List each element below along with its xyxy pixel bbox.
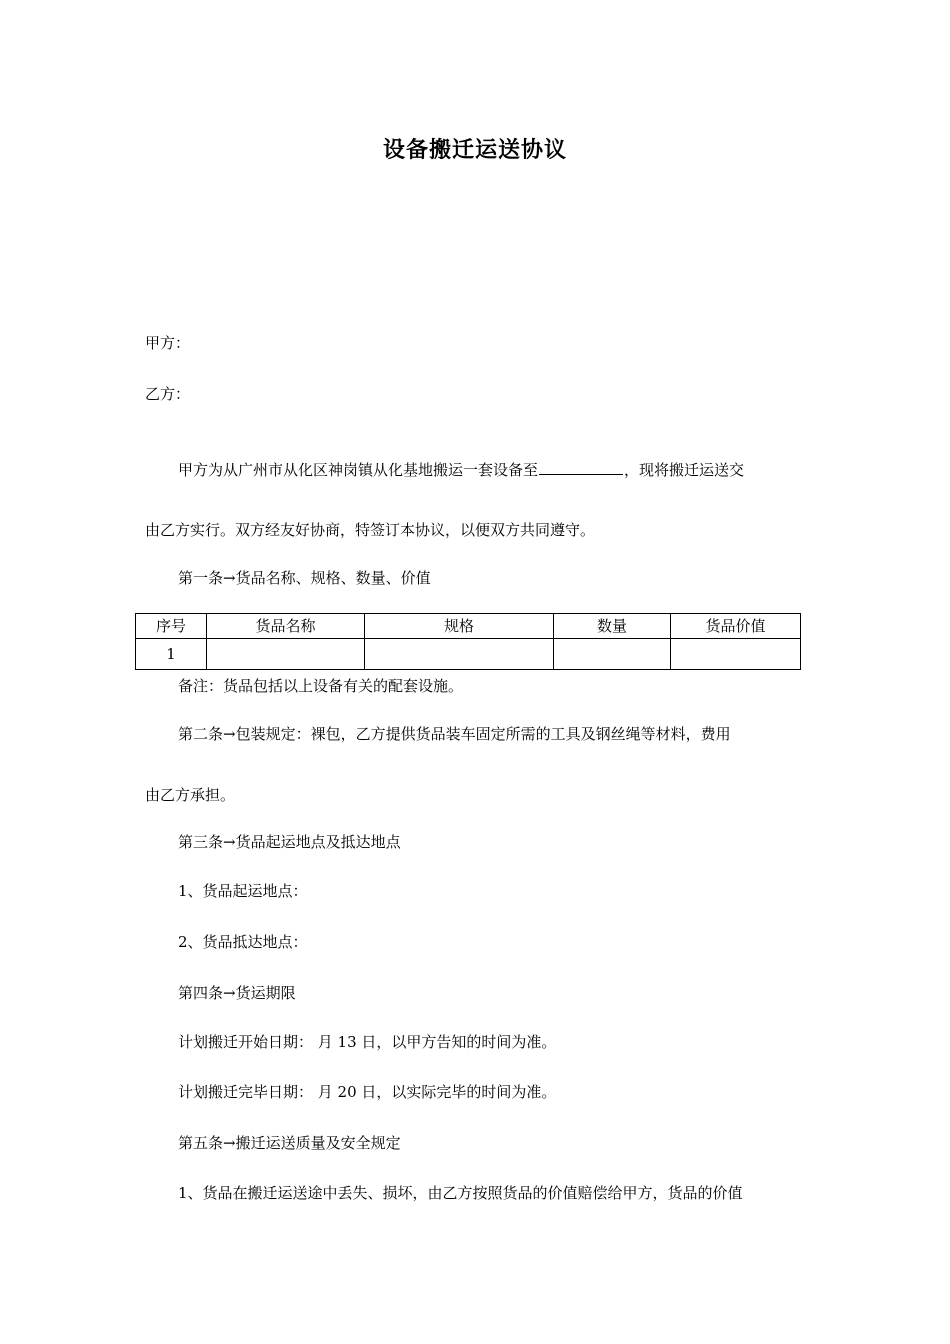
article-4-end-date: 计划搬迁完毕日期： 月 20 日，以实际完毕的时间为准。 — [178, 1083, 557, 1101]
intro-line-2: 由乙方实行。双方经友好协商，特签订本协议，以便双方共同遵守。 — [145, 521, 596, 539]
table-cell — [365, 639, 554, 670]
intro-text-before-blank: 甲方为从广州市从化区神岗镇从化基地搬运一套设备至 — [178, 461, 539, 479]
table-cell: 1 — [136, 639, 207, 670]
table-cell — [207, 639, 365, 670]
goods-table — [135, 613, 801, 670]
article-3-item-2: 2、货品抵达地点： — [178, 933, 308, 951]
table-header-cell: 规格 — [365, 614, 554, 639]
article-4-title: 第四条→货运期限 — [178, 984, 296, 1002]
destination-blank — [539, 460, 623, 475]
party-b-label: 乙方： — [145, 385, 191, 403]
table-row — [136, 639, 801, 670]
table-header-row — [136, 614, 801, 639]
remark-note: 备注：货品包括以上设备有关的配套设施。 — [178, 677, 464, 695]
table-cell — [554, 639, 671, 670]
article-1-title: 第一条→货品名称、规格、数量、价值 — [178, 569, 431, 587]
article-3-item-1: 1、货品起运地点： — [178, 882, 308, 900]
article-4-start-date: 计划搬迁开始日期： 月 13 日，以甲方告知的时间为准。 — [178, 1033, 557, 1051]
table-header-cell: 货品价值 — [671, 614, 801, 639]
table-cell — [671, 639, 801, 670]
article-5-item-1: 1、货品在搬迁运送途中丢失、损坏，由乙方按照货品的价值赔偿给甲方，货品的价值 — [178, 1184, 743, 1202]
intro-text-after-blank: ，现将搬迁运送交 — [624, 461, 745, 479]
table-header-cell: 货品名称 — [207, 614, 365, 639]
party-a-label: 甲方： — [145, 334, 191, 352]
document-title: 设备搬迁运送协议 — [382, 138, 567, 163]
table-header-cell: 数量 — [554, 614, 671, 639]
article-2-line-1: 第二条→包装规定：裸包，乙方提供货品装车固定所需的工具及钢丝绳等材料，费用 — [178, 725, 731, 743]
table-header-cell: 序号 — [136, 614, 207, 639]
intro-line-1 — [178, 460, 744, 480]
article-2-line-2: 由乙方承担。 — [145, 786, 236, 804]
article-3-title: 第三条→货品起运地点及抵达地点 — [178, 833, 401, 851]
article-5-title: 第五条→搬迁运送质量及安全规定 — [178, 1134, 401, 1152]
